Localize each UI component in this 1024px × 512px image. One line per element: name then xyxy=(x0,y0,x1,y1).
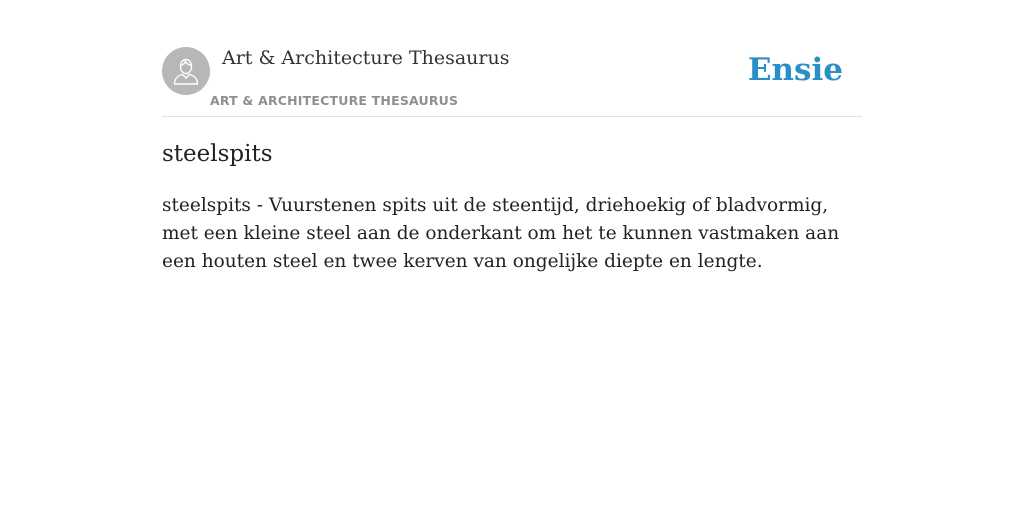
entry-definition: steelspits - Vuurstenen spits uit de steentijd, driehoekig of bladvormig, met een kleine steel aan de onderkant om het te kunnen vastmaken aan een houten steel en twee kerven van ongelijke diepte en lengte. xyxy=(162,195,840,272)
user-avatar-icon[interactable] xyxy=(162,47,210,95)
brand-logo[interactable]: Ensie xyxy=(747,52,843,88)
source-subtitle: ART & ARCHITECTURE THESAURUS xyxy=(210,93,459,108)
source-header xyxy=(162,44,862,117)
source-title[interactable]: Art & Architecture Thesaurus xyxy=(222,47,510,69)
entry-term: steelspits xyxy=(162,141,273,167)
